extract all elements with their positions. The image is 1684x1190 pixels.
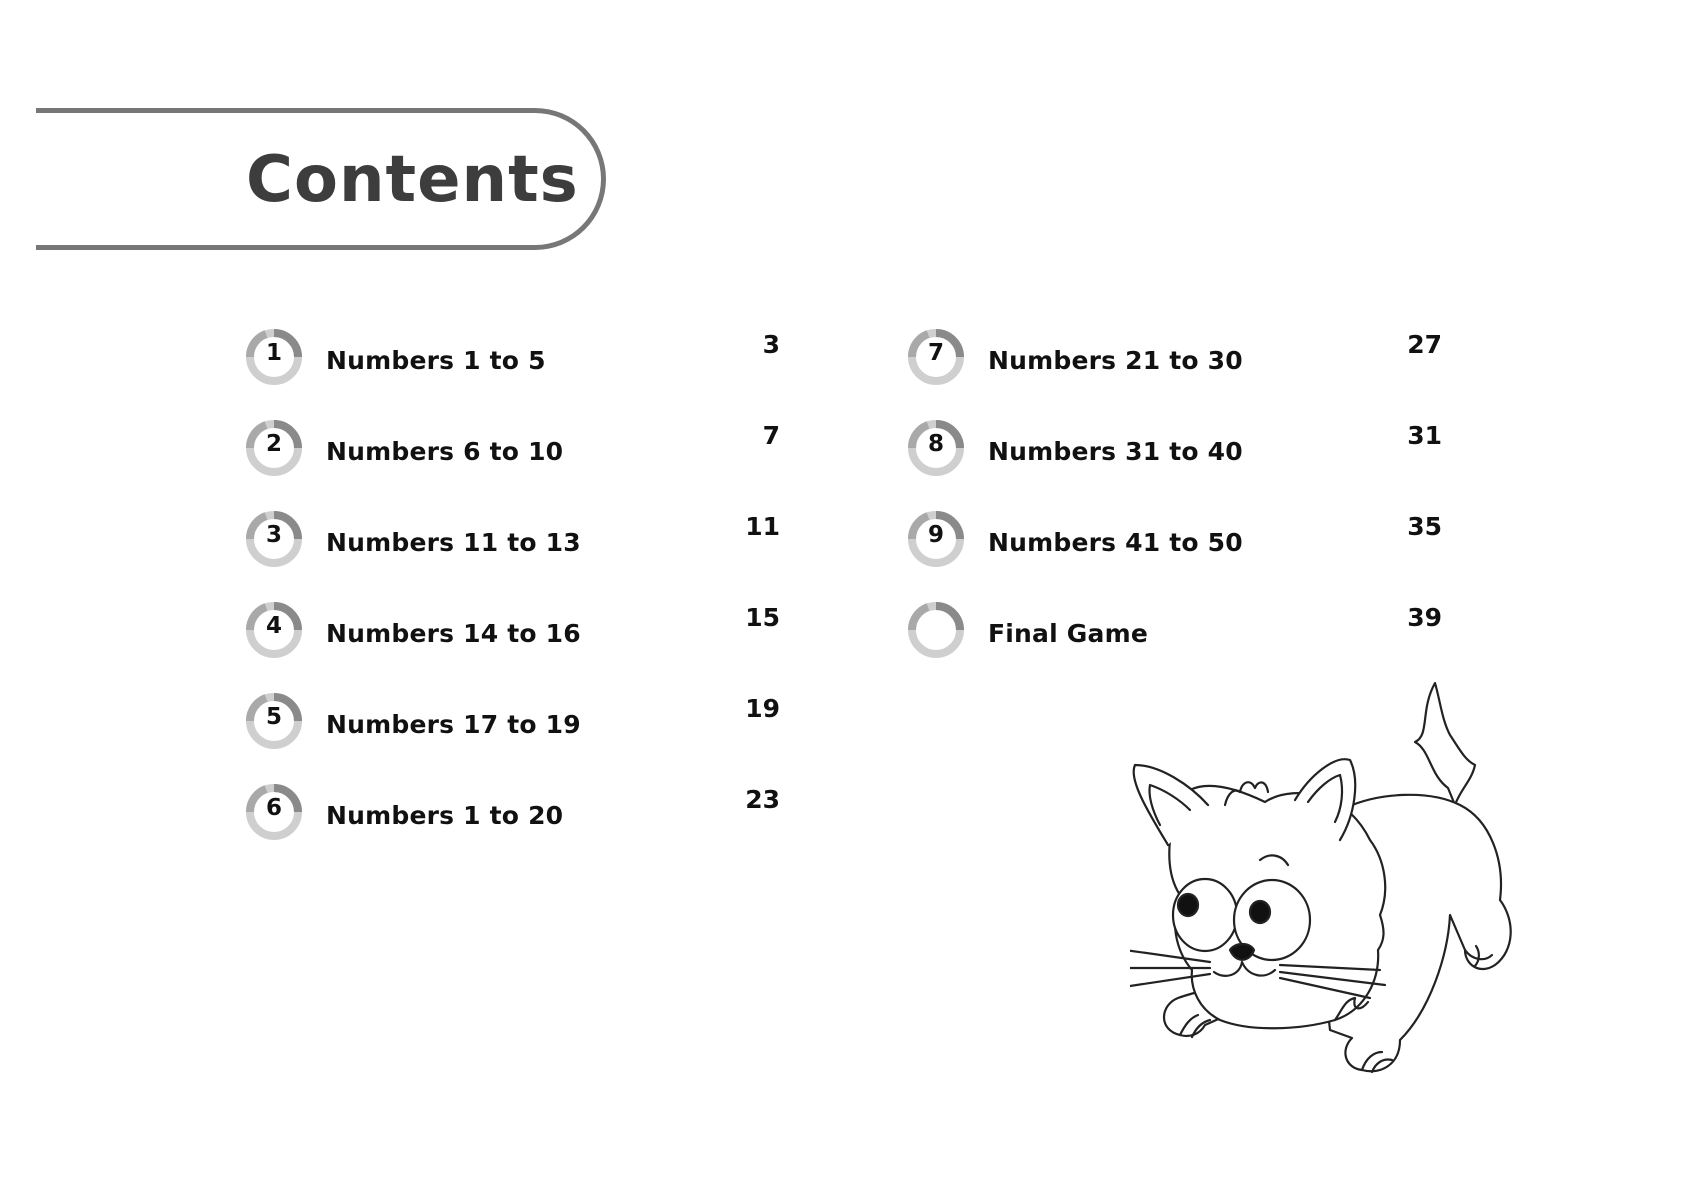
chapter-badge-icon <box>246 511 308 573</box>
toc-item[interactable] <box>246 417 786 508</box>
toc-item[interactable] <box>908 417 1448 508</box>
chapter-badge-icon <box>246 693 308 755</box>
toc-item[interactable] <box>908 326 1448 417</box>
chapter-badge-icon <box>246 420 308 482</box>
chapter-badge-icon <box>908 602 970 664</box>
toc-item[interactable] <box>246 599 786 690</box>
toc-item[interactable] <box>246 508 786 599</box>
toc-item-label: Numbers 41 to 50 <box>988 528 1243 557</box>
toc-item[interactable] <box>246 326 786 417</box>
chapter-badge-icon <box>908 511 970 573</box>
toc-item-label: Final Game <box>988 619 1148 648</box>
toc-item-label: Numbers 11 to 13 <box>326 528 581 557</box>
chapter-badge-icon <box>246 329 308 391</box>
chapter-badge-icon <box>246 784 308 846</box>
chapter-number: 3 <box>265 521 282 548</box>
toc-item[interactable] <box>908 599 1448 690</box>
toc-item-label: Numbers 21 to 30 <box>988 346 1243 375</box>
toc-item-page: 7 <box>762 421 780 450</box>
toc-item-label: Numbers 17 to 19 <box>326 710 581 739</box>
chapter-number: 6 <box>265 794 282 821</box>
toc-item[interactable] <box>908 508 1448 599</box>
chapter-number: 9 <box>927 521 944 548</box>
chapter-number: 7 <box>927 339 944 366</box>
toc-item-label: Numbers 1 to 20 <box>326 801 564 830</box>
chapter-number: 2 <box>265 430 282 457</box>
toc-item-label: Numbers 14 to 16 <box>326 619 581 648</box>
toc-item-page: 23 <box>745 785 780 814</box>
chapter-badge-icon <box>246 602 308 664</box>
toc-item-page: 39 <box>1407 603 1442 632</box>
toc-item-page: 27 <box>1407 330 1442 359</box>
toc-item-label: Numbers 1 to 5 <box>326 346 546 375</box>
toc-item-page: 3 <box>762 330 780 359</box>
chapter-number: 4 <box>265 612 282 639</box>
page-title: Contents <box>246 143 579 217</box>
toc-item-label: Numbers 31 to 40 <box>988 437 1243 466</box>
toc-left-column <box>246 326 786 872</box>
toc-item-page: 19 <box>745 694 780 723</box>
chapter-number: 1 <box>265 339 282 366</box>
chapter-number: 5 <box>265 703 282 730</box>
toc-item-label: Numbers 6 to 10 <box>326 437 564 466</box>
chapter-badge-icon <box>908 420 970 482</box>
toc-item-page: 15 <box>745 603 780 632</box>
chapter-badge-icon <box>908 329 970 391</box>
toc-item[interactable] <box>246 690 786 781</box>
toc-right-column <box>908 326 1448 690</box>
cat-illustration-icon <box>1130 680 1520 1110</box>
toc-item-page: 31 <box>1407 421 1442 450</box>
toc-item[interactable] <box>246 781 786 872</box>
chapter-number: 8 <box>927 430 944 457</box>
toc-item-page: 11 <box>745 512 780 541</box>
toc-item-page: 35 <box>1407 512 1442 541</box>
